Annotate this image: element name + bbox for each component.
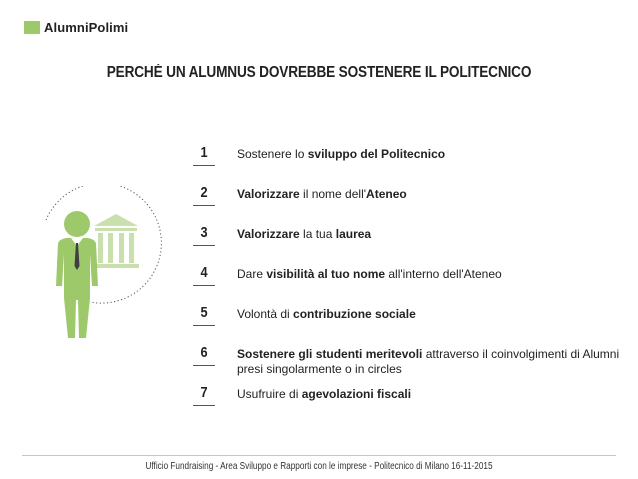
number-underline bbox=[193, 205, 215, 206]
item-text bbox=[237, 267, 627, 282]
item-text-span: Dare bbox=[237, 267, 267, 281]
item-text-bold: contribuzione sociale bbox=[293, 307, 416, 321]
item-text-bold: Valorizzare bbox=[237, 187, 300, 201]
university-building-icon bbox=[93, 214, 139, 268]
item-text bbox=[237, 307, 627, 322]
item-text-span: all'interno dell'Ateneo bbox=[385, 267, 502, 281]
item-number: 2 bbox=[200, 184, 208, 201]
item-number: 1 bbox=[200, 144, 208, 161]
item-text bbox=[237, 387, 627, 402]
item-text-span: attraverso il coinvolgimenti di Alumni presi singolarmente o in circles bbox=[237, 347, 620, 376]
item-text-bold: visibilità al tuo nome bbox=[266, 267, 386, 281]
item-number: 5 bbox=[200, 304, 208, 321]
item-text-bold: Valorizzare bbox=[237, 227, 300, 241]
item-text bbox=[237, 147, 627, 162]
item-text-bold: laurea bbox=[335, 227, 372, 241]
item-text-bold: sviluppo del Politecnico bbox=[307, 147, 446, 161]
item-text bbox=[237, 187, 627, 202]
item-text-span: Sostenere lo bbox=[237, 147, 308, 161]
item-text-span: Volontà di bbox=[237, 307, 294, 321]
logo-text: AlumniPolimi bbox=[44, 19, 129, 35]
page-title: PERCHÉ UN ALUMNUS DOVREBBE SOSTENERE IL POLITECNICO bbox=[106, 64, 532, 81]
number-underline bbox=[193, 165, 215, 166]
logo[interactable] bbox=[24, 20, 128, 34]
number-underline bbox=[193, 365, 215, 366]
item-number: 6 bbox=[200, 344, 208, 361]
item-number: 4 bbox=[200, 264, 208, 281]
person-icon bbox=[56, 211, 98, 338]
reasons-list bbox=[193, 0, 623, 479]
item-text bbox=[237, 227, 627, 242]
number-underline bbox=[193, 285, 215, 286]
item-text-span: il nome dell' bbox=[299, 187, 367, 201]
item-text-bold: agevolazioni fiscali bbox=[301, 387, 412, 401]
item-text-bold: Sostenere gli studenti meritevoli bbox=[237, 347, 423, 361]
item-number: 7 bbox=[200, 384, 208, 401]
logo-mark-icon bbox=[24, 21, 40, 34]
item-text bbox=[237, 347, 627, 377]
item-text-span: la tua bbox=[299, 227, 336, 241]
item-number: 3 bbox=[200, 224, 208, 241]
number-underline bbox=[193, 405, 215, 406]
item-text-bold: Ateneo bbox=[366, 187, 407, 201]
footer-text: Ufficio Fundraising - Area Sviluppo e Rapporti con le imprese - Politecnico di Milano 16-11-2015 bbox=[145, 461, 493, 472]
footer-divider bbox=[22, 455, 616, 456]
number-underline bbox=[193, 245, 215, 246]
item-text-span: Usufruire di bbox=[237, 387, 302, 401]
alumnus-figure-icon bbox=[32, 186, 164, 346]
number-underline bbox=[193, 325, 215, 326]
